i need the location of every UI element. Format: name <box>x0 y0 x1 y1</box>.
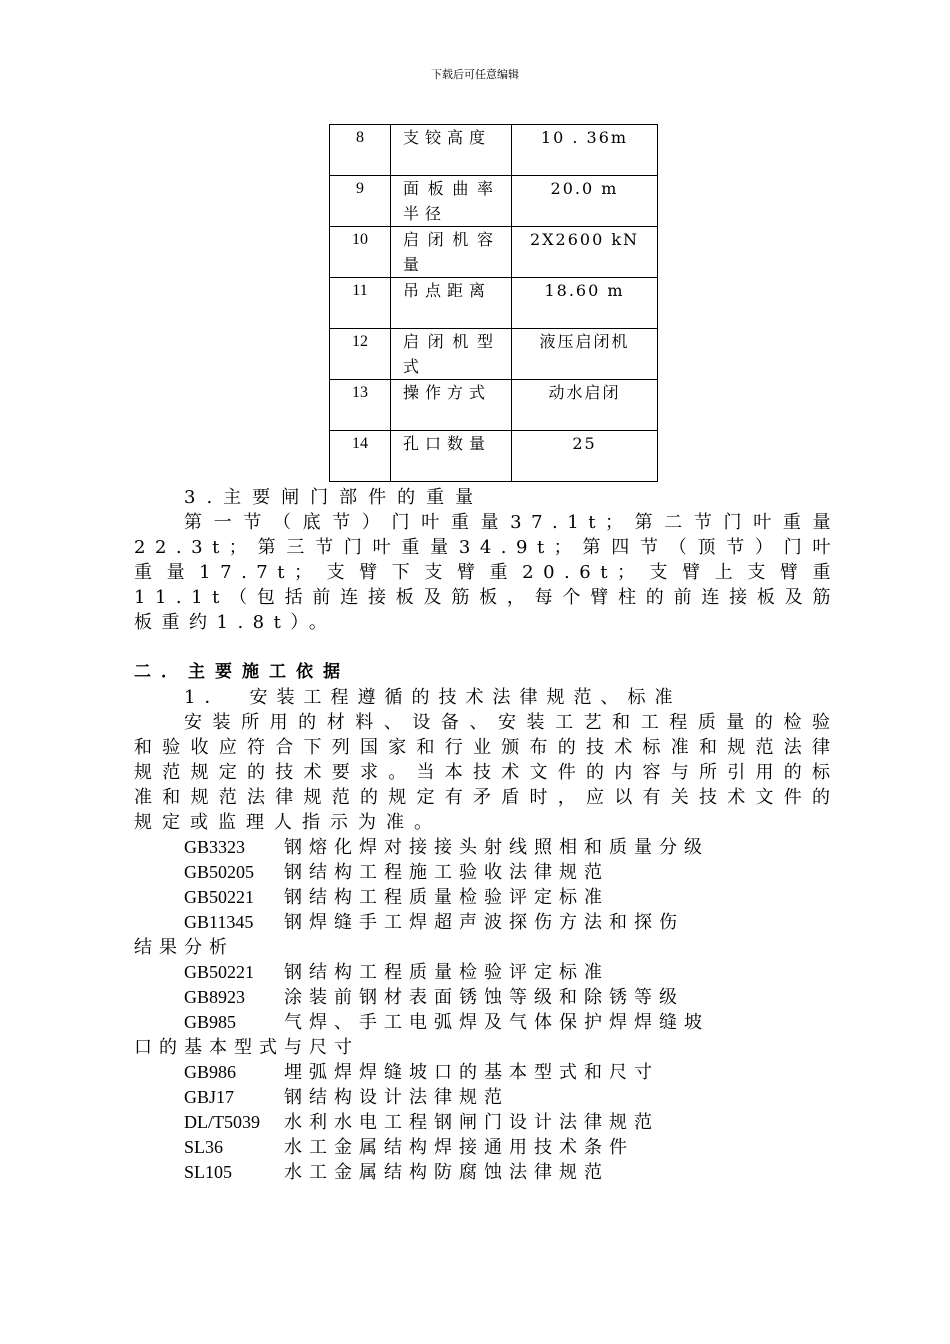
standard-item <box>134 1160 840 1185</box>
table-cell-value: 18.60 m <box>512 278 658 329</box>
standards-list <box>134 835 840 1185</box>
table-cell-no: 10 <box>330 227 391 278</box>
standard-item <box>134 1110 840 1135</box>
table-cell-name: 吊点距离 <box>391 278 512 329</box>
page-header-note: 下载后可任意编辑 <box>431 68 519 81</box>
standard-description: 钢结构工程施工验收法律规范 <box>284 862 609 883</box>
section-3 <box>134 485 840 635</box>
table-cell-no: 13 <box>330 380 391 431</box>
standard-code: GB50221 <box>184 962 255 982</box>
standard-item <box>134 1060 840 1085</box>
section-two-title: 二．主要施工依据 <box>134 662 350 682</box>
section-3-title: 3.主要闸门部件的重量 <box>184 487 485 508</box>
table-cell-name: 启闭机容量 <box>391 227 512 278</box>
standard-code: GB50221 <box>184 887 255 907</box>
standard-code: GB50205 <box>184 862 255 882</box>
table-cell-value: 液压启闭机 <box>512 329 658 380</box>
standard-code: GB986 <box>184 1062 237 1082</box>
standard-item <box>134 960 840 985</box>
standard-description: 钢焊缝手工焊超声波探伤方法和探伤 <box>284 912 684 933</box>
standard-item <box>134 835 840 860</box>
section-3-text: 第一节（底节）门叶重量37.1t；第二节门叶重量22.3t；第三节门叶重量34.9t；第四节（顶节）门叶重量17.7t；支臂下支臂重20.6t；支臂上支臂重11.1t（包括前连接板及筋板，每个臂柱的前连接板及筋板重约1.8t）。 <box>134 512 840 633</box>
table-cell-name: 面板曲率半径 <box>391 176 512 227</box>
table-cell-no: 9 <box>330 176 391 227</box>
section-two-subtitle: 1． 安装工程遵循的技术法律规范、标准 <box>184 687 682 708</box>
standard-item <box>134 910 840 960</box>
standard-item <box>134 1010 840 1060</box>
standard-code: GB985 <box>184 1012 237 1032</box>
standard-code: GBJ17 <box>184 1087 235 1107</box>
standard-description-continued: 结果分析 <box>134 937 234 958</box>
table-cell-no: 11 <box>330 278 391 329</box>
standard-item <box>134 885 840 910</box>
table-row <box>330 227 658 278</box>
table-cell-value: 10 . 36m <box>512 125 658 176</box>
standard-item <box>134 985 840 1010</box>
table-cell-value: 动水启闭 <box>512 380 658 431</box>
standard-description-continued: 口的基本型式与尺寸 <box>134 1037 359 1058</box>
table-row <box>330 380 658 431</box>
standard-description: 钢熔化焊对接接头射线照相和质量分级 <box>284 837 709 858</box>
standard-description: 气焊、手工电弧焊及气体保护焊焊缝坡 <box>284 1012 709 1033</box>
standard-description: 水工金属结构防腐蚀法律规范 <box>284 1162 609 1183</box>
table-cell-no: 12 <box>330 329 391 380</box>
standard-code: GB11345 <box>184 912 254 932</box>
table-cell-no: 14 <box>330 431 391 482</box>
section-two-paragraph: 安装所用的材料、设备、安装工艺和工程质量的检验和验收应符合下列国家和行业颁布的技术标准和规范法律规范规定的技术要求。当本技术文件的内容与所引用的标准和规范法律规范的规定有矛盾时，应以有关技术文件的规定或监理人指示为准。 <box>134 712 840 833</box>
standard-item <box>134 1085 840 1110</box>
table-cell-name: 启闭机型式 <box>391 329 512 380</box>
table-row <box>330 125 658 176</box>
parameter-table <box>329 124 658 482</box>
standard-description: 涂装前钢材表面锈蚀等级和除锈等级 <box>284 987 684 1008</box>
standard-code: DL/T5039 <box>184 1112 260 1132</box>
table-cell-no: 8 <box>330 125 391 176</box>
standard-description: 水利水电工程钢闸门设计法律规范 <box>284 1112 659 1133</box>
table-row <box>330 329 658 380</box>
standard-description: 钢结构设计法律规范 <box>284 1087 509 1108</box>
standard-code: SL36 <box>184 1137 224 1157</box>
table-cell-name: 支铰高度 <box>391 125 512 176</box>
table-row <box>330 431 658 482</box>
table-cell-name: 孔口数量 <box>391 431 512 482</box>
standard-item <box>134 860 840 885</box>
standard-code: SL105 <box>184 1162 233 1182</box>
standard-code: GB8923 <box>184 987 246 1007</box>
section-two <box>134 660 840 1185</box>
table-cell-name: 操作方式 <box>391 380 512 431</box>
standard-item <box>134 1135 840 1160</box>
standard-description: 钢结构工程质量检验评定标准 <box>284 962 609 983</box>
standard-description: 水工金属结构焊接通用技术条件 <box>284 1137 634 1158</box>
standard-description: 钢结构工程质量检验评定标准 <box>284 887 609 908</box>
table-row <box>330 176 658 227</box>
table-cell-value: 20.0 m <box>512 176 658 227</box>
standard-code: GB3323 <box>184 837 246 857</box>
standard-description: 埋弧焊焊缝坡口的基本型式和尺寸 <box>284 1062 659 1083</box>
table-cell-value: 25 <box>512 431 658 482</box>
table-cell-value: 2X2600 kN <box>512 227 658 278</box>
table-row <box>330 278 658 329</box>
